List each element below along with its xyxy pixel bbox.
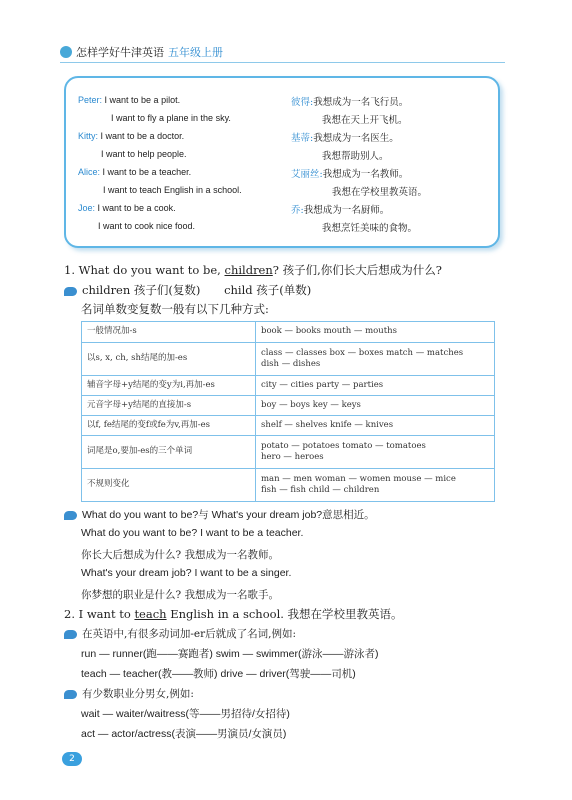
dialogue-zh-3b: 我想在学校里教英语。 (332, 187, 428, 198)
section-1-note-1: children 孩子们(复数) child 孩子(单数) (64, 282, 311, 298)
dialogue-zh-4b: 我想烹饪美味的食物。 (322, 223, 418, 234)
dialogue-zh-1a: 彼得:我想成为一名飞行员。 (291, 97, 409, 108)
example-cell: man — men woman — women mouse — mice fish — fish child — children (256, 469, 495, 502)
example-en-2: What's your dream job? I want to be a singer. (81, 567, 292, 579)
rule-cell: 以f, fe结尾的变f或fe为v,再加-es (82, 416, 256, 436)
example-en-1: What do you want to be? I want to be a teacher. (81, 527, 304, 539)
bullet-icon (64, 630, 77, 639)
dialogue-en-3a: Alice: I want to be a teacher. (78, 167, 192, 177)
book-title: 怎样学好牛津英语 (76, 46, 164, 59)
table-row (82, 469, 495, 502)
dialogue-zh-2a: 基蒂:我想成为一名医生。 (291, 133, 399, 144)
dialogue-en-4b: I want to cook nice food. (98, 221, 196, 231)
table-row (82, 376, 495, 396)
example-cell: city — cities party — parties (256, 376, 495, 396)
dialogue-box (64, 76, 500, 248)
section-1-note-2: 名词单数变复数一般有以下几种方式: (81, 302, 269, 316)
plural-rules-table (81, 321, 495, 502)
dialogue-en-2b: I want to help people. (101, 149, 187, 159)
dialogue-zh-2b: 我想帮助别人。 (322, 151, 389, 162)
gender-example-1: wait — waiter/waitress(等——男招待/女招待) (81, 708, 290, 720)
page-number: 2 (62, 752, 82, 766)
example-zh-1: 你长大后想成为什么? 我想成为一名教师。 (81, 549, 279, 561)
example-cell: boy — boys key — keys (256, 396, 495, 416)
example-cell: potato — potatoes tomato — tomatoes hero — heroes (256, 436, 495, 469)
dialogue-en-4a: Joe: I want to be a cook. (78, 203, 176, 213)
bullet-icon (64, 511, 77, 520)
dialogue-zh-4a: 乔:我想成为一名厨师。 (291, 205, 390, 216)
example-cell: class — classes box — boxes match — matches dish — dishes (256, 343, 495, 376)
grade-label: 五年级上册 (168, 46, 223, 59)
example-cell: book — books mouth — mouths (256, 322, 495, 343)
rule-cell: 词尾是o,要加-es的三个单词 (82, 436, 256, 469)
section-1-note-3: What do you want to be?与 What's your dream job?意思相近。 (64, 507, 375, 522)
dialogue-en-3b: I want to teach English in a school. (103, 185, 242, 195)
section-2-heading: 2. I want to teach English in a school. 我想在学校里教英语。 (64, 607, 403, 621)
section-2-note-1: 在英语中,有很多动词加-er后就成了名词,例如: (64, 626, 296, 641)
rule-cell: 元音字母+y结尾的直接加-s (82, 396, 256, 416)
table-row (82, 343, 495, 376)
book-logo-icon (60, 46, 72, 58)
table-row (82, 396, 495, 416)
dialogue-en-1b: I want to fly a plane in the sky. (111, 113, 231, 123)
dialogue-en-2a: Kitty: I want to be a doctor. (78, 131, 185, 141)
example-zh-2: 你梦想的职业是什么? 我想成为一名歌手。 (81, 589, 279, 601)
table-row (82, 436, 495, 469)
gender-example-2: act — actor/actress(表演——男演员/女演员) (81, 728, 287, 740)
table-row (82, 322, 495, 343)
dialogue-en-1a: Peter: I want to be a pilot. (78, 95, 181, 105)
rule-cell: 辅音字母+y结尾的变y为i,再加-es (82, 376, 256, 396)
dialogue-zh-1b: 我想在天上开飞机。 (322, 115, 408, 126)
rule-cell: 不规则变化 (82, 469, 256, 502)
bullet-icon (64, 287, 77, 296)
header-divider (60, 62, 505, 63)
running-header (60, 44, 223, 60)
rule-cell: 以s, x, ch, sh结尾的加-es (82, 343, 256, 376)
rule-cell: 一般情况加-s (82, 322, 256, 343)
bullet-icon (64, 690, 77, 699)
section-2-note-2: 有少数职业分男女,例如: (64, 686, 194, 701)
er-example-2: teach — teacher(教——教师) drive — driver(驾驶——司机) (81, 668, 356, 680)
table-row (82, 416, 495, 436)
example-cell: shelf — shelves knife — knives (256, 416, 495, 436)
section-1-heading: 1. What do you want to be, children? 孩子们,你们长大后想成为什么? (64, 263, 442, 277)
er-example-1: run — runner(跑——赛跑者) swim — swimmer(游泳——游泳者) (81, 648, 379, 660)
dialogue-zh-3a: 艾丽丝:我想成为一名教师。 (291, 169, 409, 180)
